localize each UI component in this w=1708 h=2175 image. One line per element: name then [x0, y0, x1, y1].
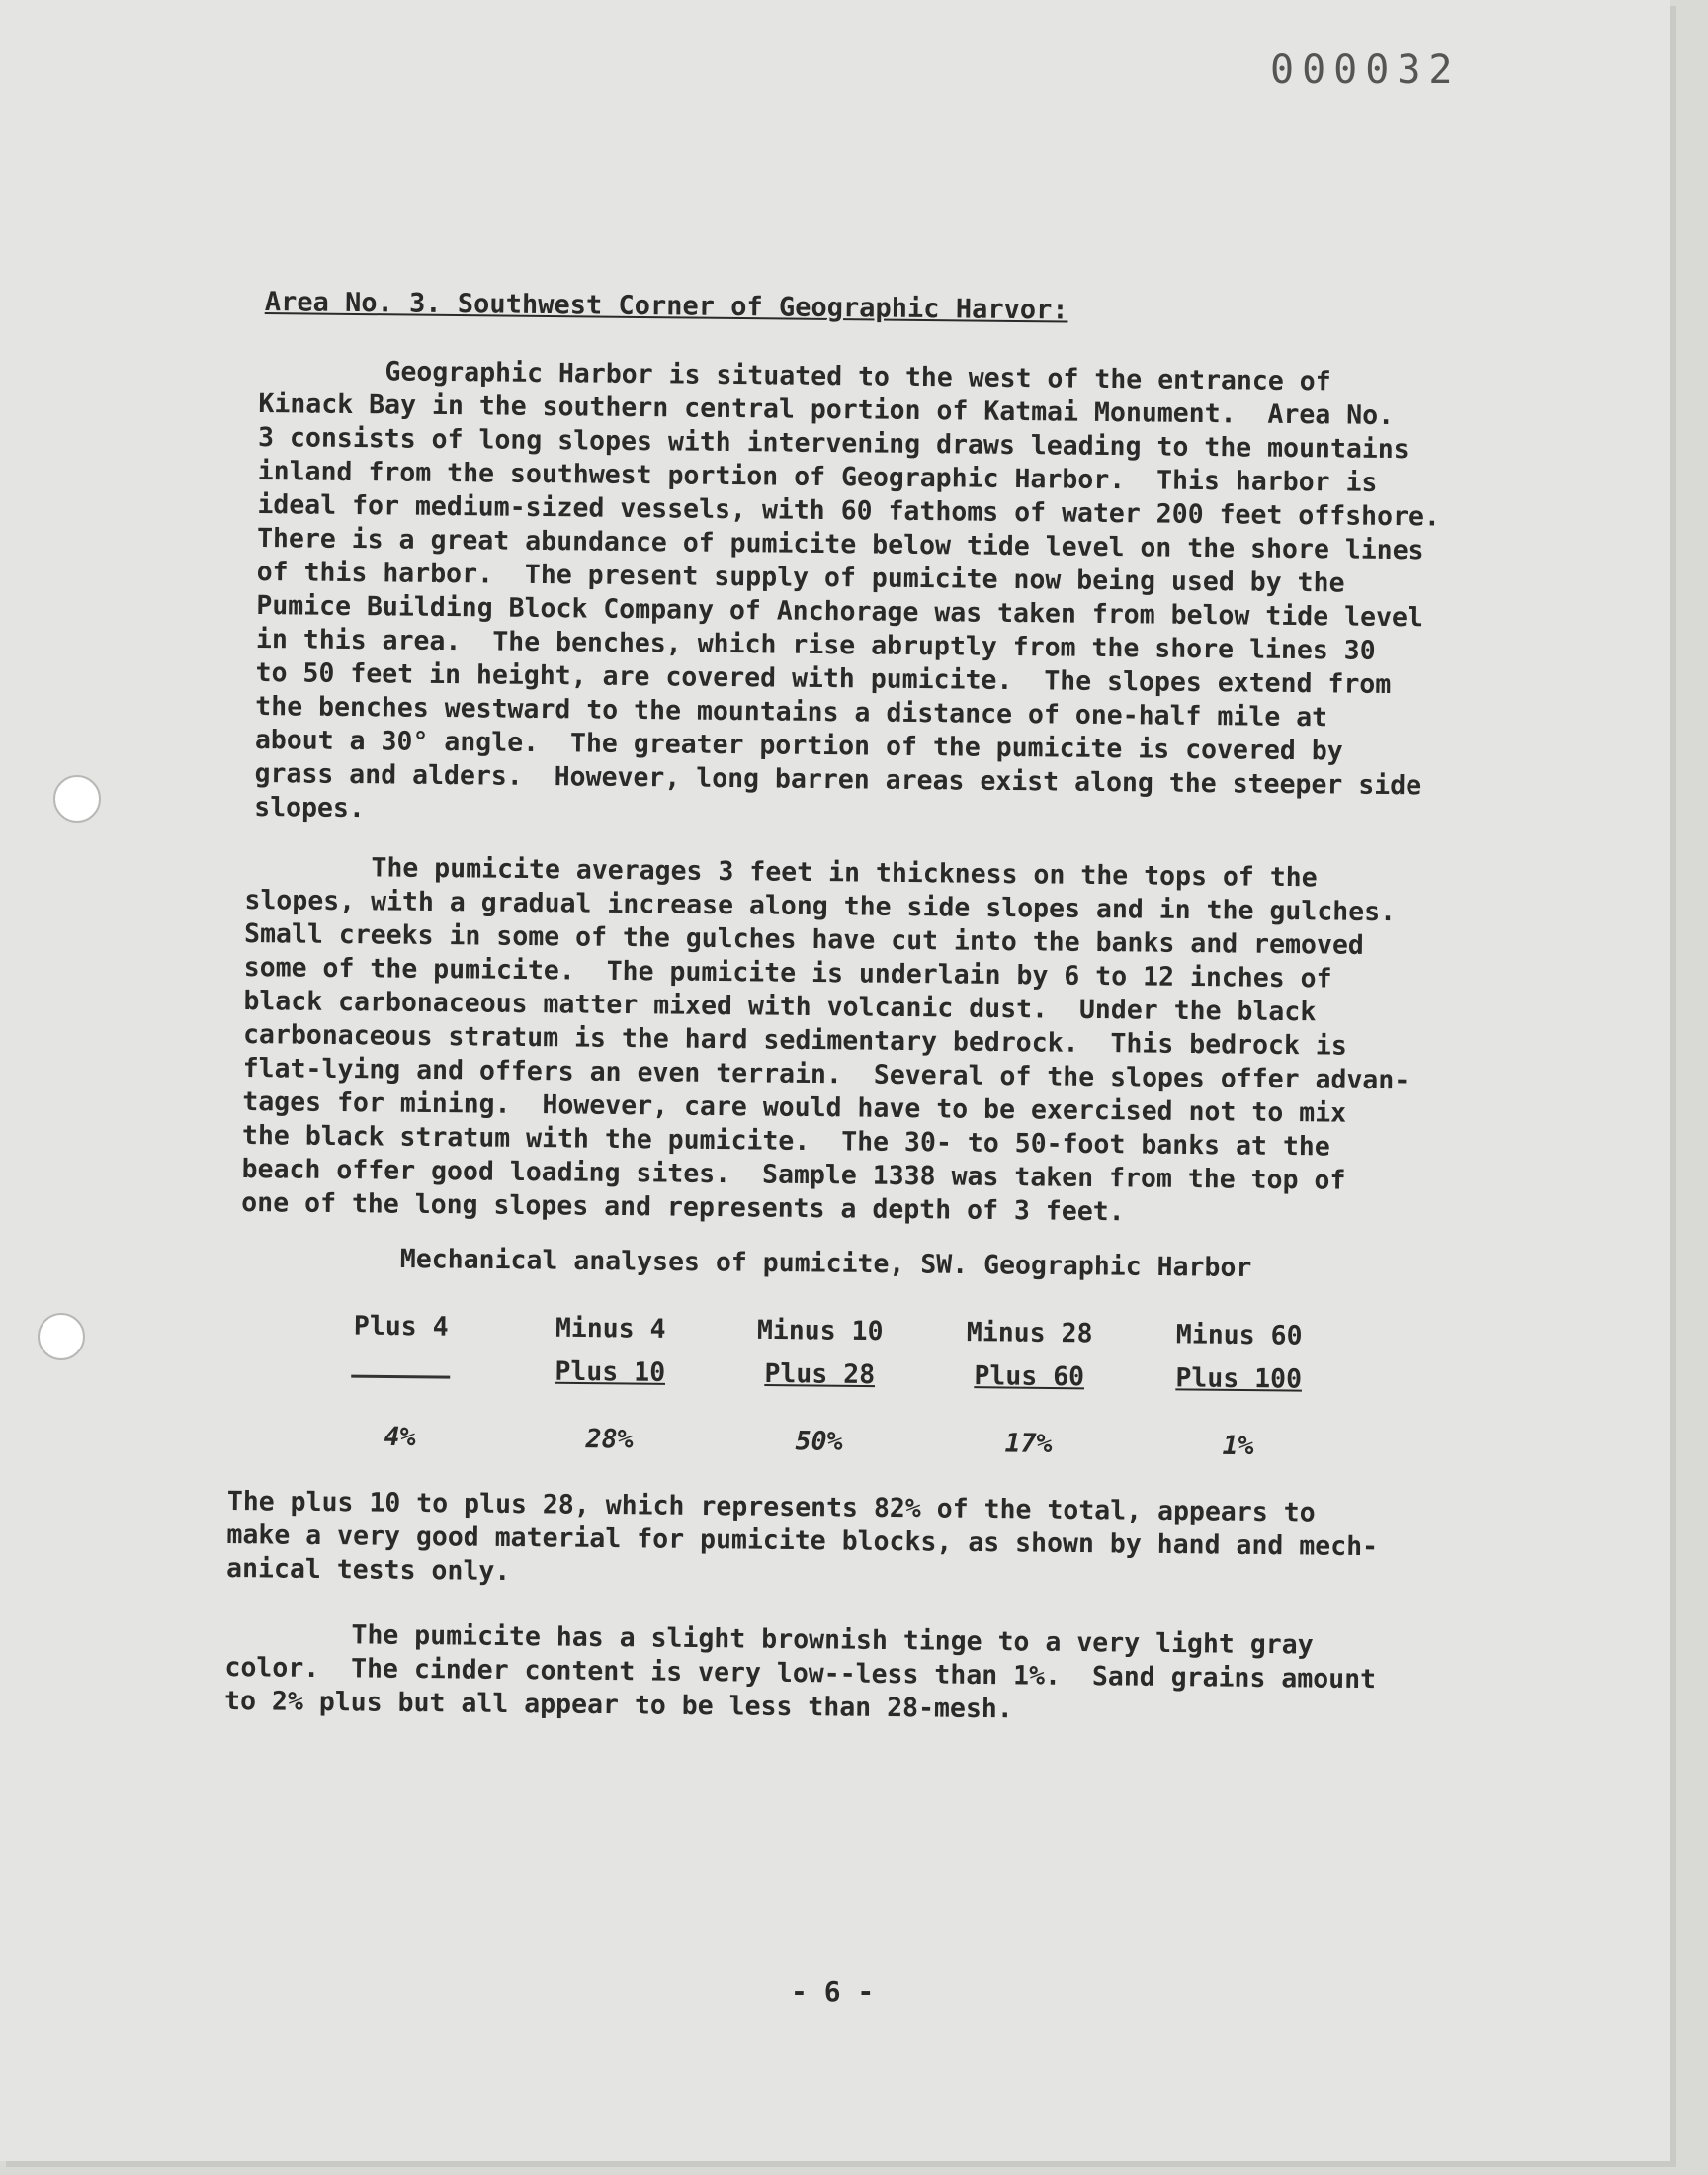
- column-header-dash: [296, 1352, 505, 1385]
- analysis-table: [295, 1303, 1344, 1468]
- column-header-bottom: Plus 28: [764, 1357, 876, 1390]
- paragraph-2: The pumicite averages 3 feet in thickness on the tops of the slopes, with a gradual increase along the side slopes and in the gulches. Small creeks in some of the gulches have cut into the banks and removed some of the pumicite. The pumicite is underlain by 6 to 12 inches of black carbonaceous matter mixed with volcanic dust. Under the black carbonaceous stratum is the hard sedimentary bedrock. This bedrock is flat-lying and offers an even terrain. Several of the slopes offer advan- tages for mining. However, care would have to be exercised not to mix the black stratum with the pumicite. The 30- to 50-foot banks at the beach offer good loading sites. Sample 1338 was taken from the top of one of the long slopes and represents a depth of 3 feet.: [241, 850, 1410, 1228]
- table-caption: Mechanical analyses of pumicite, SW. Geographic Harbor: [399, 1244, 1252, 1284]
- binder-hole: [38, 1313, 85, 1360]
- column-header-top: Minus 4: [555, 1312, 666, 1345]
- column-header-bottom: Plus 10: [555, 1355, 666, 1388]
- page-number: - 6 -: [791, 1975, 875, 2008]
- column-header-top: Minus 60: [1175, 1318, 1303, 1351]
- column-header-top: Minus 10: [756, 1314, 884, 1347]
- document-number: 000032: [1270, 47, 1461, 93]
- table-value: 4%: [384, 1421, 416, 1452]
- column-header-bottom: Plus 100: [1175, 1361, 1303, 1395]
- paragraph-4: The pumicite has a slight brownish tinge to a very light gray color. The cinder content is very low--less than 1%. Sand grains amount to 2% plus but all appear to be less than 28-mesh.: [223, 1618, 1377, 1725]
- table-value: 17%: [1004, 1428, 1053, 1459]
- paragraph-3: The plus 10 to plus 28, which represents 82% of the total, appears to make a very good material for pumicite blocks, as shown by hand and mech- anical tests only.: [225, 1486, 1379, 1588]
- binder-hole: [53, 775, 101, 823]
- column-header-top: Minus 28: [966, 1316, 1093, 1348]
- table-value: 1%: [1222, 1430, 1254, 1461]
- table-value: 28%: [585, 1423, 634, 1455]
- paragraph-1: Geographic Harbor is situated to the west of the entrance of Kinack Bay in the southern central portion of Katmai Monument. Area No. 3 consists of long slopes with intervening draws leading to the mountains inland from the southwest portion of Geographic Harbor. This harbor is ideal for medium-sized vessels, with 60 fathoms of water 200 feet offshore. There is a great abundance of pumicite below tide level on the shore lines of this harbor. The present supply of pumicite now being used by the Pumice Building Block Company of Anchorage was taken from below tide level in this area. The benches, which rise abruptly from the shore lines 30 to 50 feet in height, are covered with pumicite. The slopes extend from the benches westward to the mountains a distance of one-half mile at about a 30° angle. The greater portion of the pumicite is covered by grass and alders. However, long barren areas exist along the steeper side slopes.: [254, 354, 1441, 825]
- table-values-row: [295, 1414, 1342, 1468]
- section-heading: Area No. 3. Southwest Corner of Geographic Harvor:: [264, 287, 1068, 326]
- table-value: 50%: [795, 1425, 843, 1457]
- column-header-top: Plus 4: [353, 1310, 449, 1343]
- column-header-bottom: Plus 60: [974, 1359, 1085, 1392]
